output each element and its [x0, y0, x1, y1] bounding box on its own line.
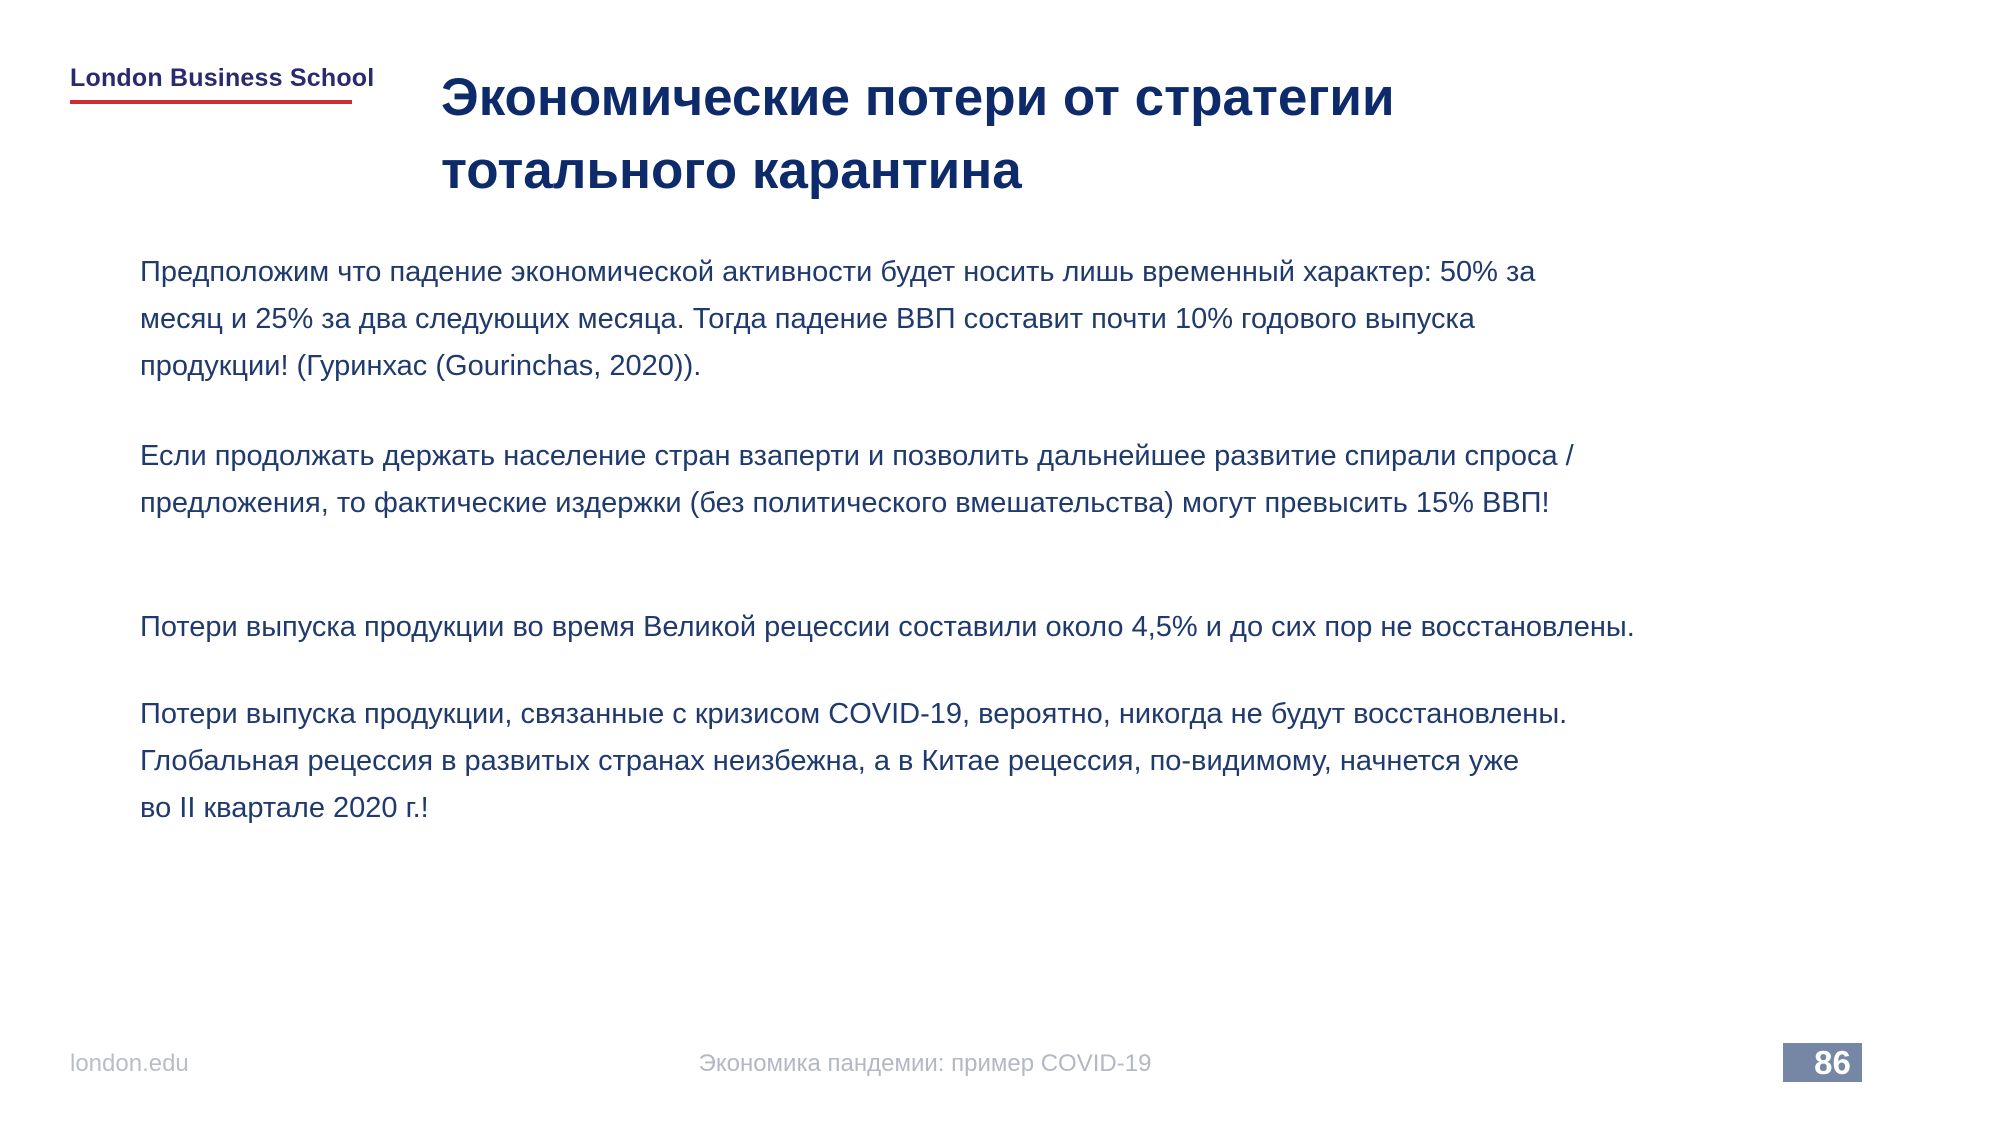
- footer-subtitle: Экономика пандемии: пример COVID-19: [698, 1050, 1152, 1077]
- body-paragraph: Потери выпуска продукции, связанные с кризисом COVID-19, вероятно, никогда не будут восстановлены. Глобальная рецессия в развитых странах неизбежна, а в Китае рецессия, по-видимому, начнется уже во II квартале 2020 г.!: [140, 698, 1568, 824]
- body-paragraph: Если продолжать держать население стран взаперти и позволить дальнейшее развитие спирали спроса / предложения, то фактические издержки (без политического вмешательства) могут превысить 15% ВВП!: [140, 440, 1574, 519]
- body-paragraph: Предположим что падение экономической активности будет носить лишь временный характер: 50% за месяц и 25% за два следующих месяца. Тогда падение ВВП составит почти 10% годового выпуска продукции! (Гуринхас (Gourinchas, 2020)).: [140, 256, 1536, 382]
- footer-url: london.edu: [70, 1050, 189, 1077]
- slide-title: [441, 61, 1395, 207]
- lbs-logo-text: London Business School: [70, 64, 375, 92]
- slide-title-line1: Экономические потери от стратегии: [441, 68, 1395, 127]
- lbs-logo-underline: [70, 100, 352, 104]
- slide-title-line2: тотального карантина: [441, 141, 1022, 200]
- body-paragraph: Потери выпуска продукции во время Великой рецессии составили около 4,5% и до сих пор не восстановлены.: [140, 611, 1635, 643]
- page-number-badge: 86: [1783, 1043, 1862, 1082]
